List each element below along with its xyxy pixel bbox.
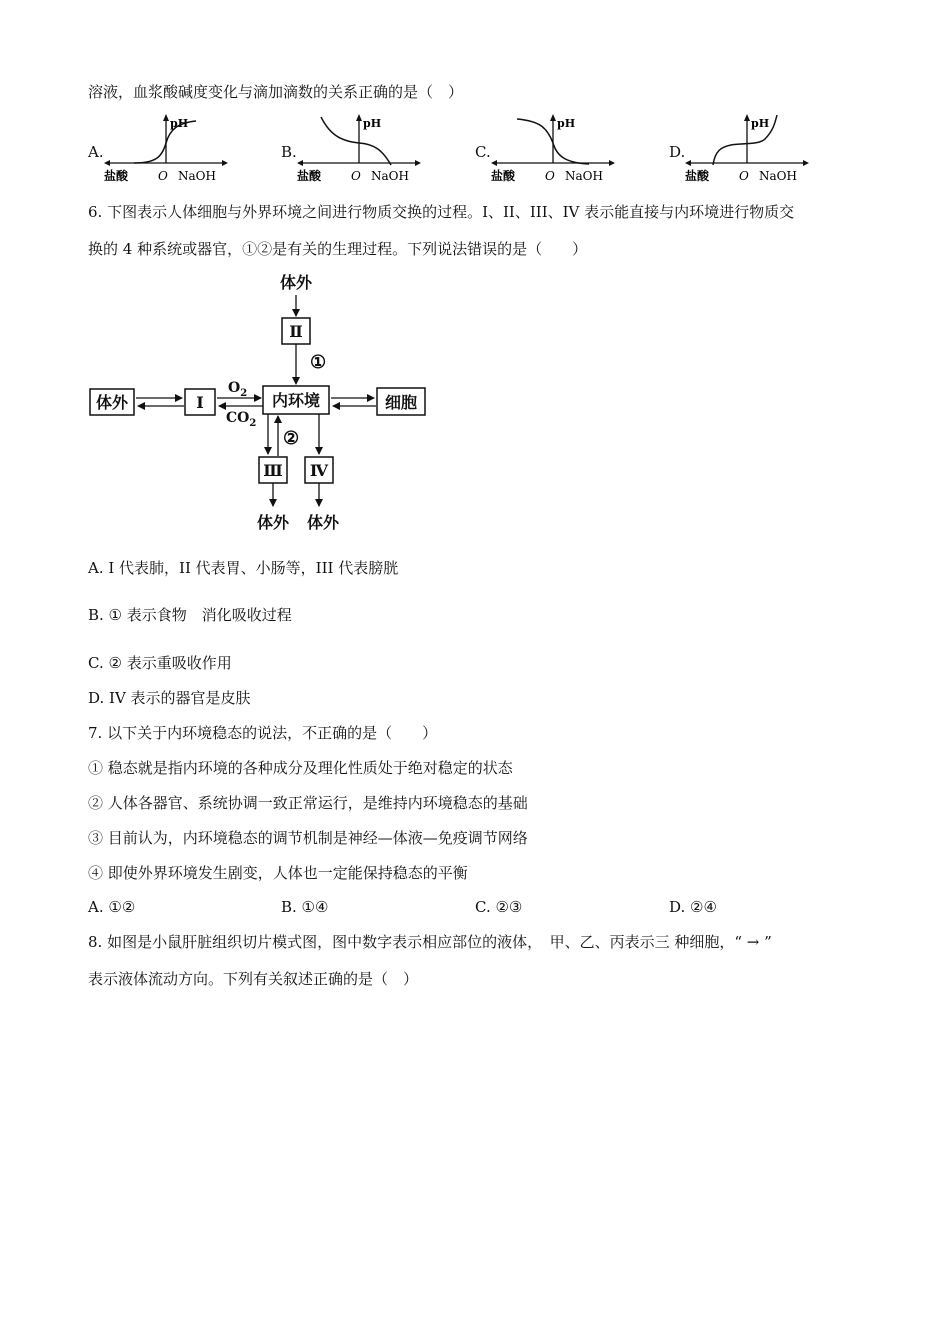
q7-option-b: B. ①④	[281, 898, 329, 916]
option-letter: D.	[669, 143, 686, 161]
x-axis-arrow-left	[297, 160, 303, 166]
acid-label: 盐酸	[491, 169, 516, 183]
q6-option-d: D. IV 表示的器官是皮肤	[88, 689, 251, 707]
acid-label: 盐酸	[685, 169, 710, 183]
y-axis-label: pH	[751, 117, 770, 130]
y-axis-arrow	[163, 114, 169, 121]
box-IV-label: Ⅳ	[309, 461, 329, 480]
q7-option-d: D. ②④	[669, 898, 717, 916]
base-label: NaOH	[178, 169, 216, 183]
q7-statement-1: ① 稳态就是指内环境的各种成分及理化性质处于绝对稳定的状态	[88, 759, 513, 777]
co2-label: $CO_2$	[226, 410, 257, 429]
acid-label: 盐酸	[104, 169, 129, 183]
x-axis-arrow-right	[222, 160, 228, 166]
option-letter: B.	[281, 143, 297, 161]
q7-statement-4: ④ 即使外界环境发生剧变，人体也一定能保持稳态的平衡	[88, 864, 468, 882]
outside-left-label: 体外	[95, 393, 129, 412]
q7-statement-3: ③ 目前认为，内环境稳态的调节机制是神经—体液—免疫调节网络	[88, 829, 528, 847]
ph-graph	[104, 113, 238, 185]
q7-statement-2: ② 人体各器官、系统协调一致正常运行，是维持内环境稳态的基础	[88, 794, 528, 812]
box-II-label: Ⅱ	[289, 322, 303, 341]
q7-option-a: A. ①②	[88, 898, 136, 916]
y-axis-arrow	[356, 114, 362, 121]
q6-exchange-diagram	[80, 268, 460, 538]
x-axis-arrow-left	[685, 160, 691, 166]
q8-stem-line1: 8. 如图是小鼠肝脏组织切片模式图，图中数字表示相应部位的液体， 甲、乙、丙表示三 种细胞，“ → ”	[88, 933, 772, 951]
y-axis-label: pH	[363, 117, 382, 130]
y-axis-arrow	[744, 114, 750, 121]
box-I-label: Ⅰ	[196, 393, 204, 412]
q7-stem: 7. 以下关于内环境稳态的说法，不正确的是（ ）	[88, 724, 438, 742]
outside-bottom-right: 体外	[306, 513, 340, 532]
cell-label: 细胞	[384, 393, 418, 412]
box-III-label: Ⅲ	[263, 461, 283, 480]
inner-environment-label: 内环境	[271, 391, 321, 410]
x-axis-arrow-right	[415, 160, 421, 166]
q6-option-a: A. I 代表肺，II 代表胃、小肠等，III 代表膀胱	[88, 559, 399, 577]
process-2-label: ②	[283, 428, 300, 449]
base-label: NaOH	[565, 169, 603, 183]
q5-stem-tail: 溶液，血浆酸碱度变化与滴加滴数的关系正确的是（ ）	[88, 83, 464, 101]
q7-option-c: C. ②③	[475, 898, 523, 916]
q6-option-b: B. ① 表示食物 消化吸收过程	[88, 606, 292, 624]
y-axis-label: pH	[557, 117, 576, 130]
x-axis-arrow-left	[491, 160, 497, 166]
outside-bottom-left: 体外	[256, 513, 290, 532]
o2-label: $O_2$	[228, 380, 248, 399]
origin-label: O	[158, 169, 168, 183]
origin-label: O	[545, 169, 555, 183]
y-axis-label: pH	[170, 117, 189, 130]
base-label: NaOH	[371, 169, 409, 183]
option-letter: A.	[88, 143, 104, 161]
q6-option-c: C. ② 表示重吸收作用	[88, 654, 232, 672]
ph-graph	[491, 113, 625, 185]
y-axis-arrow	[550, 114, 556, 121]
acid-label: 盐酸	[297, 169, 322, 183]
origin-label: O	[739, 169, 749, 183]
q8-stem-line2: 表示液体流动方向。下列有关叙述正确的是（ ）	[88, 970, 419, 988]
process-1-label: ①	[310, 352, 327, 373]
q6-stem-line1: 6. 下图表示人体细胞与外界环境之间进行物质交换的过程。I、II、III、IV 表示能直接与内环境进行物质交	[88, 203, 795, 221]
ph-graph	[685, 113, 819, 185]
outside-top: 体外	[279, 273, 313, 292]
x-axis-arrow-right	[803, 160, 809, 166]
base-label: NaOH	[759, 169, 797, 183]
x-axis-arrow-right	[609, 160, 615, 166]
ph-graph	[297, 113, 431, 185]
q6-stem-line2: 换的 4 种系统或器官，①②是有关的生理过程。下列说法错误的是（ ）	[88, 240, 588, 258]
option-letter: C.	[475, 143, 491, 161]
x-axis-arrow-left	[104, 160, 110, 166]
origin-label: O	[351, 169, 361, 183]
